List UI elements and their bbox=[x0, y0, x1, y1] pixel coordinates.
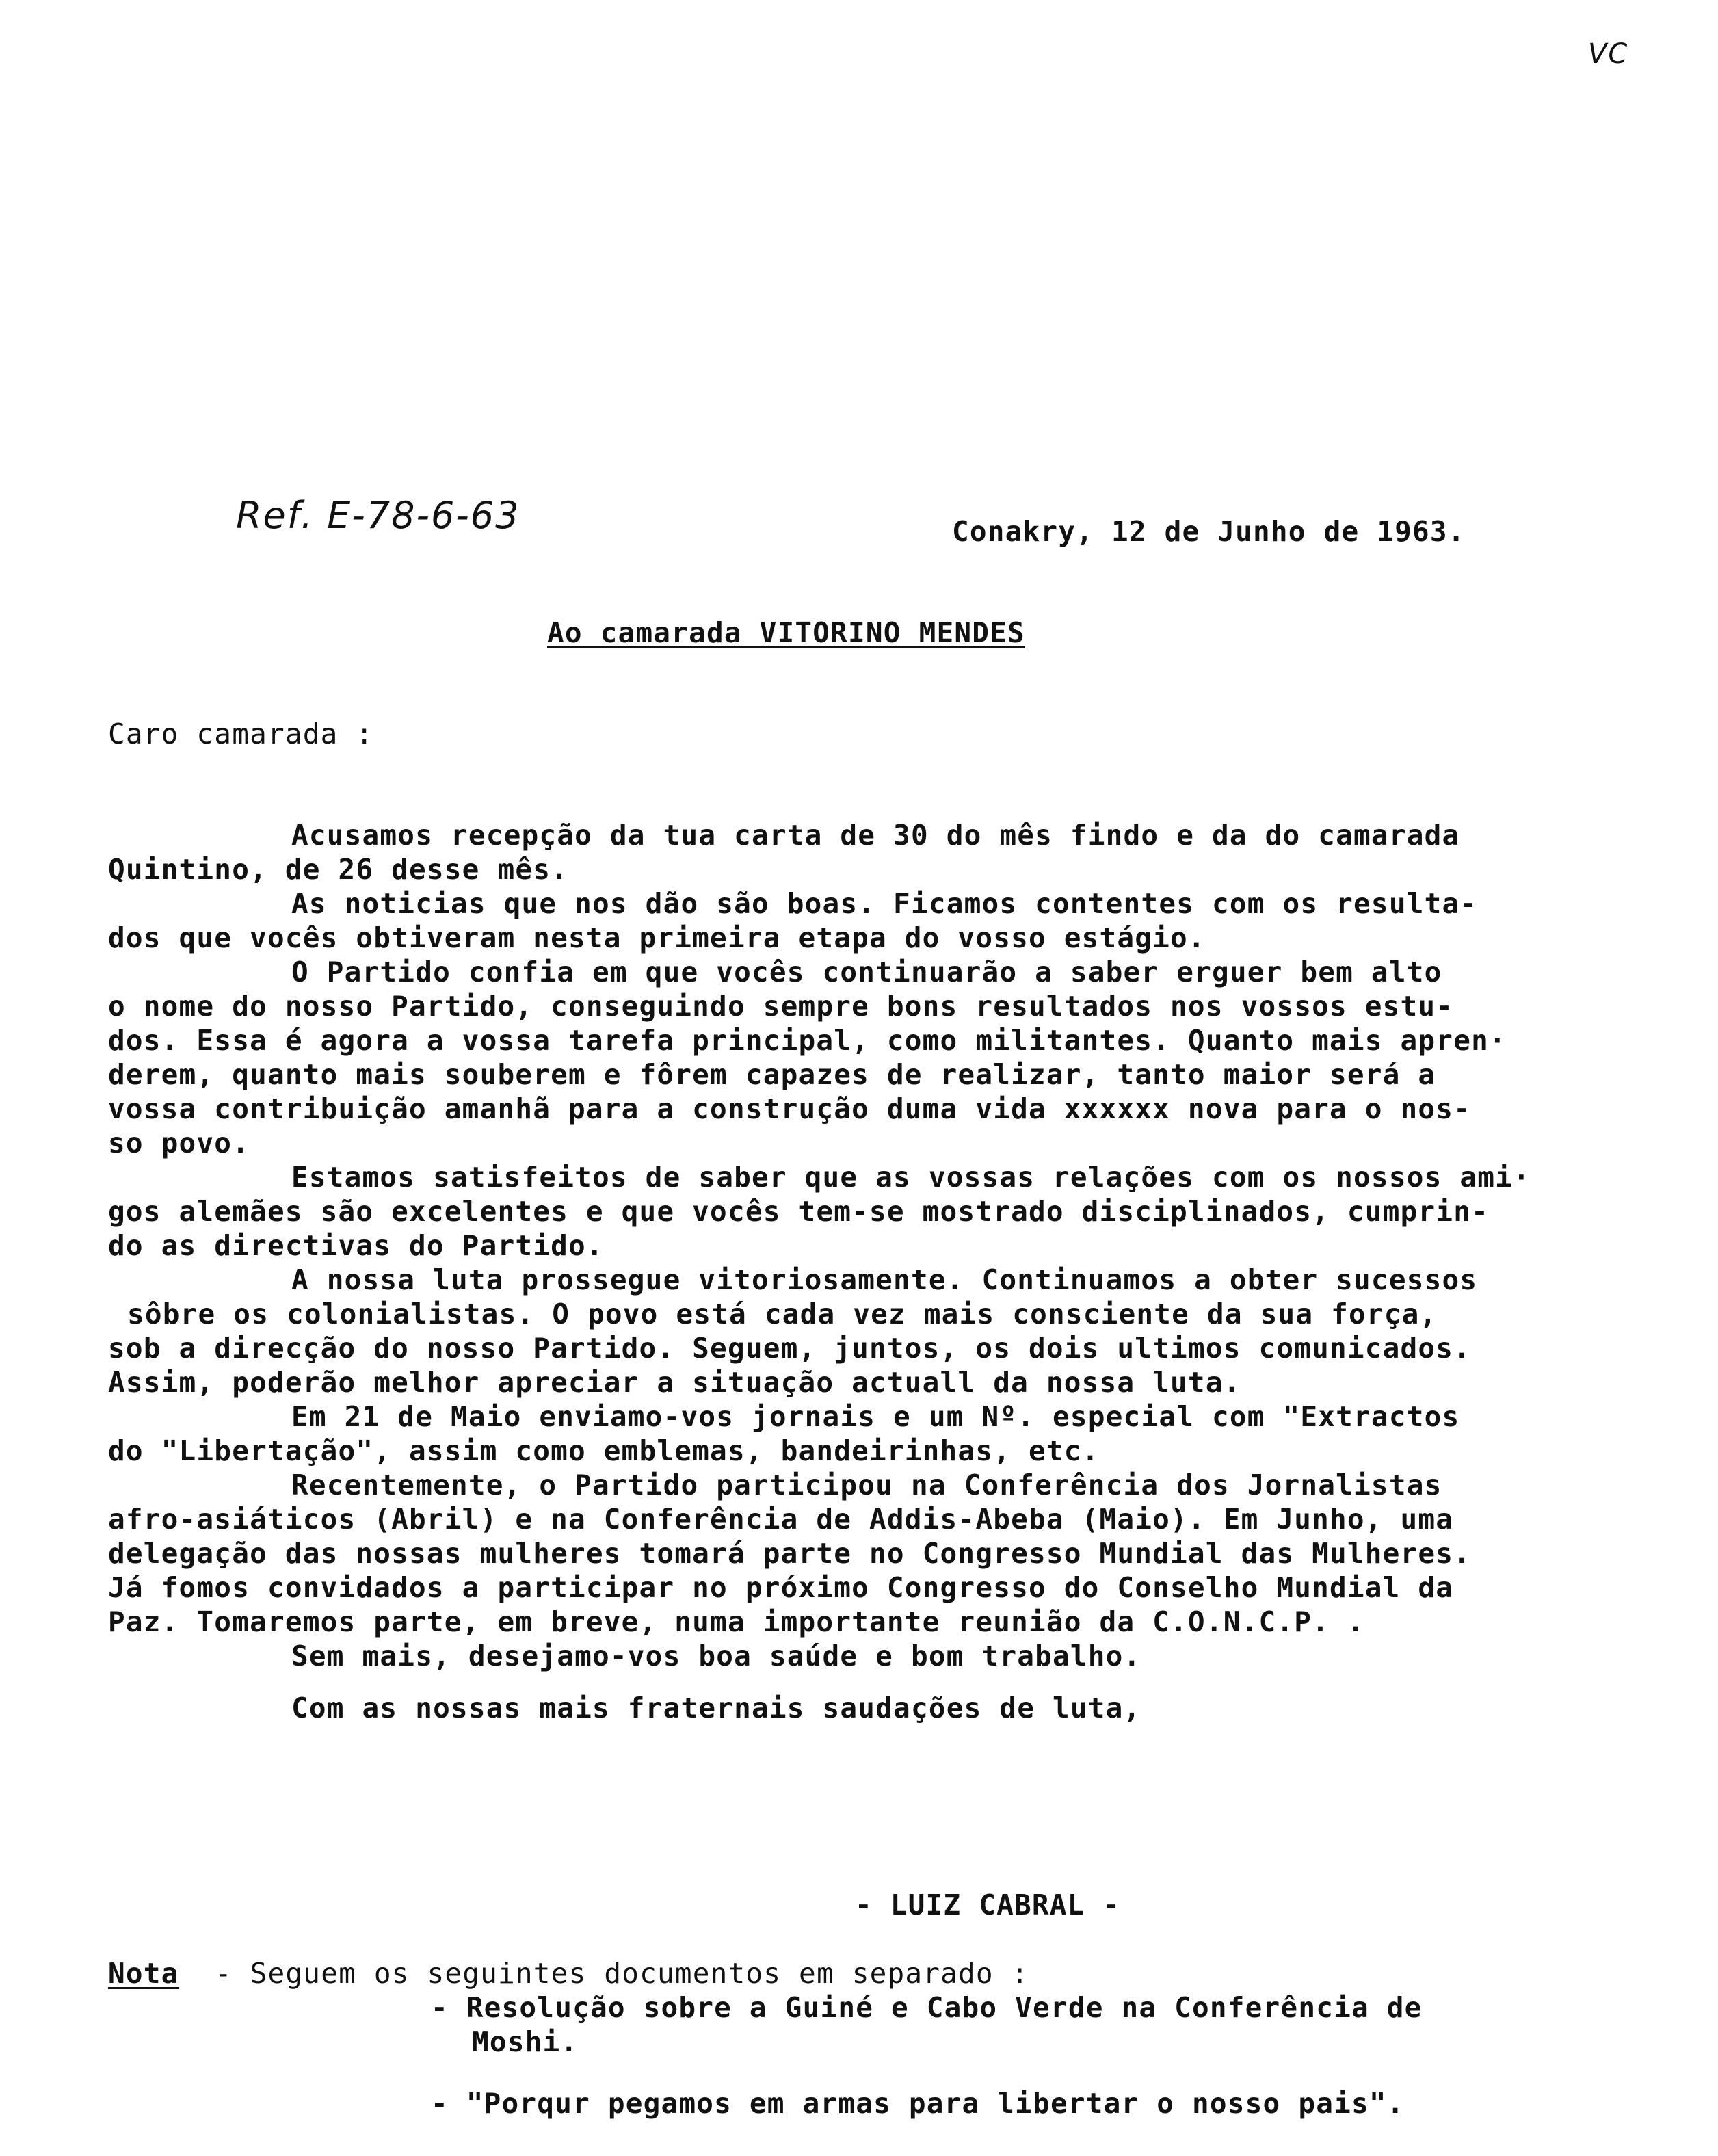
body-line: As noticias que nos dão são boas. Ficamos contentes com os resulta- bbox=[291, 887, 1478, 920]
body-line: Sem mais, desejamo-vos boa saúde e bom trabalho. bbox=[291, 1640, 1141, 1672]
body-line: dos. Essa é agora a vossa tarefa principal, como militantes. Quanto mais apren· bbox=[108, 1024, 1507, 1057]
body-line: do "Libertação", assim como emblemas, bandeirinhas, etc. bbox=[108, 1434, 1100, 1467]
body-line: Já fomos convidados a participar no próximo Congresso do Conselho Mundial da bbox=[108, 1571, 1454, 1604]
reference-number: Ref. E-78-6-63 bbox=[236, 494, 520, 537]
body-line: gos alemães são excelentes e que vocês tem-se mostrado disciplinados, cumprin- bbox=[108, 1195, 1489, 1228]
body-line: Estamos satisfeitos de saber que as vossas relações com os nossos ami· bbox=[291, 1161, 1531, 1194]
body-line: Em 21 de Maio enviamo-vos jornais e um Nº. especial com "Extractos bbox=[291, 1400, 1460, 1433]
body-line: Acusamos recepção da tua carta de 30 do mês findo e da do camarada bbox=[291, 819, 1460, 852]
salutation: Caro camarada : bbox=[108, 718, 374, 750]
note-intro: - Seguem os seguintes documentos em separado : bbox=[197, 1957, 1029, 1990]
closing: Com as nossas mais fraternais saudações de luta, bbox=[291, 1692, 1141, 1724]
body-line: derem, quanto mais souberem e fôrem capazes de realizar, tanto maior será a bbox=[108, 1058, 1436, 1091]
body-line: O Partido confia em que vocês continuarão a saber erguer bem alto bbox=[291, 956, 1442, 988]
body-line: Assim, poderão melhor apreciar a situação actuall da nossa luta. bbox=[108, 1366, 1241, 1399]
note-item-1: - Resolução sobre a Guiné e Cabo Verde na Conferência de bbox=[431, 1991, 1423, 2024]
body-line: Paz. Tomaremos parte, em breve, numa importante reunião da C.O.N.C.P. . bbox=[108, 1605, 1365, 1638]
note-label: Nota bbox=[108, 1957, 179, 1990]
addressee: Ao camarada VITORINO MENDES bbox=[547, 616, 1025, 649]
signature: - LUIZ CABRAL - bbox=[855, 1889, 1121, 1921]
corner-mark: VC bbox=[1588, 38, 1629, 70]
body-line: do as directivas do Partido. bbox=[108, 1229, 604, 1262]
body-line: o nome do nosso Partido, conseguindo sempre bons resultados nos vossos estu- bbox=[108, 990, 1454, 1023]
dateline: Conakry, 12 de Junho de 1963. bbox=[952, 515, 1466, 548]
body-line: so povo. bbox=[108, 1127, 250, 1159]
body-line: vossa contribuição amanhã para a construção duma vida xxxxxx nova para o nos- bbox=[108, 1092, 1472, 1125]
body-line: A nossa luta prossegue vitoriosamente. Continuamos a obter sucessos bbox=[291, 1263, 1478, 1296]
note-item-2: - "Porqur pegamos em armas para libertar o nosso pais". bbox=[431, 2087, 1405, 2120]
body-line: Recentemente, o Partido participou na Conferência dos Jornalistas bbox=[291, 1469, 1442, 1501]
body-line: sob a direcção do nosso Partido. Seguem, juntos, os dois ultimos comunicados. bbox=[108, 1332, 1472, 1365]
body-line: dos que vocês obtiveram nesta primeira etapa do vosso estágio. bbox=[108, 921, 1206, 954]
body-line: afro-asiáticos (Abril) e na Conferência de Addis-Abeba (Maio). Em Junho, uma bbox=[108, 1503, 1454, 1536]
body-line: Quintino, de 26 desse mês. bbox=[108, 853, 568, 886]
body-line: delegação das nossas mulheres tomará parte no Congresso Mundial das Mulheres. bbox=[108, 1537, 1472, 1570]
body-line: sôbre os colonialistas. O povo está cada vez mais consciente da sua força, bbox=[127, 1298, 1438, 1330]
note-item-1-continued: Moshi. bbox=[472, 2025, 579, 2058]
